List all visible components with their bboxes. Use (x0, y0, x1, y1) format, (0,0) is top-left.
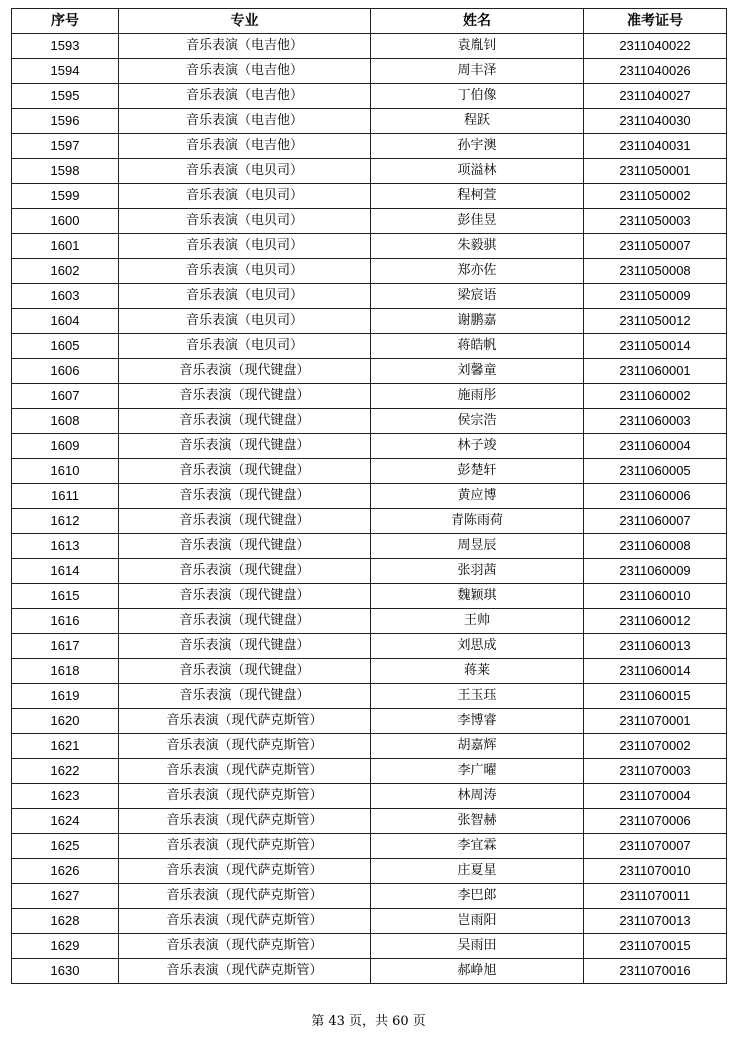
cell-index: 1603 (12, 284, 119, 309)
cell-index: 1607 (12, 384, 119, 409)
cell-exam-number: 2311060006 (584, 484, 727, 509)
cell-index: 1605 (12, 334, 119, 359)
table-row (12, 384, 727, 409)
table-row (12, 584, 727, 609)
table-row (12, 434, 727, 459)
cell-name: 刘馨童 (371, 359, 584, 384)
header-index: 序号 (12, 9, 119, 34)
cell-major: 音乐表演（现代键盘） (119, 684, 371, 709)
cell-major: 音乐表演（现代键盘） (119, 659, 371, 684)
table-row (12, 659, 727, 684)
table-row (12, 759, 727, 784)
cell-name: 项溢林 (371, 159, 584, 184)
table-row (12, 534, 727, 559)
cell-name: 王玉珏 (371, 684, 584, 709)
cell-index: 1602 (12, 259, 119, 284)
cell-major: 音乐表演（现代键盘） (119, 484, 371, 509)
cell-exam-number: 2311060001 (584, 359, 727, 384)
cell-major: 音乐表演（现代键盘） (119, 634, 371, 659)
cell-index: 1629 (12, 934, 119, 959)
cell-name: 周丰泽 (371, 59, 584, 84)
cell-major: 音乐表演（电吉他） (119, 34, 371, 59)
cell-exam-number: 2311070015 (584, 934, 727, 959)
cell-major: 音乐表演（电吉他） (119, 84, 371, 109)
cell-major: 音乐表演（现代萨克斯管） (119, 959, 371, 984)
table-row (12, 909, 727, 934)
cell-exam-number: 2311040031 (584, 134, 727, 159)
cell-exam-number: 2311040027 (584, 84, 727, 109)
cell-index: 1626 (12, 859, 119, 884)
cell-name: 林周涛 (371, 784, 584, 809)
cell-major: 音乐表演（现代萨克斯管） (119, 859, 371, 884)
cell-index: 1625 (12, 834, 119, 859)
cell-major: 音乐表演（电吉他） (119, 134, 371, 159)
cell-exam-number: 2311050003 (584, 209, 727, 234)
cell-exam-number: 2311050002 (584, 184, 727, 209)
cell-index: 1611 (12, 484, 119, 509)
cell-index: 1627 (12, 884, 119, 909)
cell-name: 庄夏星 (371, 859, 584, 884)
cell-exam-number: 2311060005 (584, 459, 727, 484)
table-row (12, 284, 727, 309)
cell-major: 音乐表演（现代键盘） (119, 359, 371, 384)
cell-name: 彭楚轩 (371, 459, 584, 484)
cell-index: 1621 (12, 734, 119, 759)
cell-name: 袁胤钊 (371, 34, 584, 59)
cell-index: 1620 (12, 709, 119, 734)
cell-name: 李宜霖 (371, 834, 584, 859)
roster-table (11, 8, 727, 984)
table-row (12, 509, 727, 534)
cell-index: 1601 (12, 234, 119, 259)
cell-major: 音乐表演（现代萨克斯管） (119, 909, 371, 934)
table-row (12, 784, 727, 809)
cell-name: 彭佳昱 (371, 209, 584, 234)
cell-major: 音乐表演（现代键盘） (119, 409, 371, 434)
table-row (12, 334, 727, 359)
cell-exam-number: 2311060009 (584, 559, 727, 584)
cell-major: 音乐表演（现代键盘） (119, 434, 371, 459)
cell-exam-number: 2311060014 (584, 659, 727, 684)
cell-major: 音乐表演（现代键盘） (119, 384, 371, 409)
cell-major: 音乐表演（现代萨克斯管） (119, 709, 371, 734)
cell-major: 音乐表演（现代萨克斯管） (119, 834, 371, 859)
table-row (12, 609, 727, 634)
cell-major: 音乐表演（电贝司） (119, 259, 371, 284)
table-row (12, 484, 727, 509)
cell-exam-number: 2311070004 (584, 784, 727, 809)
table-row (12, 734, 727, 759)
cell-index: 1619 (12, 684, 119, 709)
cell-index: 1595 (12, 84, 119, 109)
cell-name: 梁宸语 (371, 284, 584, 309)
table-row (12, 409, 727, 434)
cell-name: 程跃 (371, 109, 584, 134)
cell-index: 1599 (12, 184, 119, 209)
cell-name: 谢鹏嘉 (371, 309, 584, 334)
cell-index: 1616 (12, 609, 119, 634)
cell-major: 音乐表演（电贝司） (119, 159, 371, 184)
cell-index: 1604 (12, 309, 119, 334)
cell-major: 音乐表演（现代萨克斯管） (119, 734, 371, 759)
header-major: 专业 (119, 9, 371, 34)
cell-exam-number: 2311050014 (584, 334, 727, 359)
table-header-row (12, 9, 727, 34)
table-row (12, 934, 727, 959)
cell-major: 音乐表演（现代键盘） (119, 509, 371, 534)
cell-name: 侯宗浩 (371, 409, 584, 434)
cell-index: 1624 (12, 809, 119, 834)
cell-index: 1612 (12, 509, 119, 534)
cell-index: 1597 (12, 134, 119, 159)
cell-name: 魏颖琪 (371, 584, 584, 609)
cell-major: 音乐表演（现代萨克斯管） (119, 809, 371, 834)
cell-index: 1614 (12, 559, 119, 584)
cell-major: 音乐表演（现代键盘） (119, 609, 371, 634)
cell-index: 1618 (12, 659, 119, 684)
table-row (12, 309, 727, 334)
cell-name: 胡嘉辉 (371, 734, 584, 759)
cell-name: 程柯萱 (371, 184, 584, 209)
cell-exam-number: 2311070006 (584, 809, 727, 834)
cell-exam-number: 2311050007 (584, 234, 727, 259)
cell-exam-number: 2311040030 (584, 109, 727, 134)
cell-index: 1609 (12, 434, 119, 459)
cell-major: 音乐表演（现代萨克斯管） (119, 759, 371, 784)
cell-exam-number: 2311060004 (584, 434, 727, 459)
cell-major: 音乐表演（现代键盘） (119, 459, 371, 484)
cell-major: 音乐表演（电吉他） (119, 59, 371, 84)
cell-index: 1600 (12, 209, 119, 234)
cell-exam-number: 2311050008 (584, 259, 727, 284)
cell-name: 李博睿 (371, 709, 584, 734)
cell-exam-number: 2311060002 (584, 384, 727, 409)
cell-name: 林子竣 (371, 434, 584, 459)
cell-name: 岂雨阳 (371, 909, 584, 934)
cell-major: 音乐表演（现代萨克斯管） (119, 784, 371, 809)
cell-index: 1598 (12, 159, 119, 184)
cell-major: 音乐表演（现代键盘） (119, 559, 371, 584)
cell-name: 朱毅骐 (371, 234, 584, 259)
table-row (12, 84, 727, 109)
table-row (12, 359, 727, 384)
header-name: 姓名 (371, 9, 584, 34)
cell-major: 音乐表演（电贝司） (119, 334, 371, 359)
cell-name: 郑亦佐 (371, 259, 584, 284)
cell-major: 音乐表演（电贝司） (119, 209, 371, 234)
cell-name: 李广曜 (371, 759, 584, 784)
table-row (12, 559, 727, 584)
cell-exam-number: 2311040026 (584, 59, 727, 84)
cell-index: 1606 (12, 359, 119, 384)
cell-exam-number: 2311050012 (584, 309, 727, 334)
cell-index: 1617 (12, 634, 119, 659)
cell-major: 音乐表演（现代键盘） (119, 534, 371, 559)
cell-index: 1610 (12, 459, 119, 484)
cell-name: 刘思成 (371, 634, 584, 659)
cell-exam-number: 2311060010 (584, 584, 727, 609)
cell-exam-number: 2311060015 (584, 684, 727, 709)
cell-exam-number: 2311070002 (584, 734, 727, 759)
cell-name: 周昱辰 (371, 534, 584, 559)
cell-index: 1593 (12, 34, 119, 59)
cell-name: 王帅 (371, 609, 584, 634)
cell-index: 1622 (12, 759, 119, 784)
cell-name: 施雨彤 (371, 384, 584, 409)
table-row (12, 834, 727, 859)
cell-major: 音乐表演（现代萨克斯管） (119, 934, 371, 959)
table-row (12, 109, 727, 134)
cell-major: 音乐表演（电贝司） (119, 309, 371, 334)
table-row (12, 709, 727, 734)
cell-major: 音乐表演（现代萨克斯管） (119, 884, 371, 909)
cell-index: 1628 (12, 909, 119, 934)
cell-index: 1623 (12, 784, 119, 809)
cell-exam-number: 2311060012 (584, 609, 727, 634)
cell-major: 音乐表演（电贝司） (119, 184, 371, 209)
table-row (12, 34, 727, 59)
cell-name: 孙宇澳 (371, 134, 584, 159)
cell-name: 吴雨田 (371, 934, 584, 959)
table-row (12, 884, 727, 909)
cell-name: 蒋莱 (371, 659, 584, 684)
cell-index: 1596 (12, 109, 119, 134)
cell-index: 1613 (12, 534, 119, 559)
table-body (12, 34, 727, 984)
cell-index: 1594 (12, 59, 119, 84)
table-row (12, 134, 727, 159)
cell-exam-number: 2311070013 (584, 909, 727, 934)
cell-exam-number: 2311060008 (584, 534, 727, 559)
table-row (12, 959, 727, 984)
cell-exam-number: 2311070007 (584, 834, 727, 859)
cell-name: 张智赫 (371, 809, 584, 834)
table-row (12, 184, 727, 209)
cell-exam-number: 2311060013 (584, 634, 727, 659)
cell-exam-number: 2311070010 (584, 859, 727, 884)
cell-index: 1608 (12, 409, 119, 434)
cell-name: 黄应博 (371, 484, 584, 509)
cell-major: 音乐表演（电贝司） (119, 284, 371, 309)
cell-name: 青陈雨荷 (371, 509, 584, 534)
cell-exam-number: 2311040022 (584, 34, 727, 59)
cell-exam-number: 2311050009 (584, 284, 727, 309)
table-row (12, 634, 727, 659)
table-row (12, 209, 727, 234)
cell-name: 李巴郎 (371, 884, 584, 909)
cell-major: 音乐表演（现代键盘） (119, 584, 371, 609)
cell-name: 丁伯像 (371, 84, 584, 109)
table-row (12, 809, 727, 834)
cell-name: 郝峥旭 (371, 959, 584, 984)
cell-exam-number: 2311070003 (584, 759, 727, 784)
cell-index: 1615 (12, 584, 119, 609)
cell-exam-number: 2311070011 (584, 884, 727, 909)
cell-index: 1630 (12, 959, 119, 984)
cell-exam-number: 2311060003 (584, 409, 727, 434)
cell-exam-number: 2311070001 (584, 709, 727, 734)
cell-exam-number: 2311060007 (584, 509, 727, 534)
cell-name: 蒋皓帆 (371, 334, 584, 359)
table-row (12, 234, 727, 259)
table-row (12, 859, 727, 884)
cell-exam-number: 2311050001 (584, 159, 727, 184)
header-exam-number: 准考证号 (584, 9, 727, 34)
page-footer: 第 43 页，共 60 页 (311, 1014, 426, 1029)
table-row (12, 159, 727, 184)
cell-major: 音乐表演（电吉他） (119, 109, 371, 134)
table-row (12, 459, 727, 484)
table-row (12, 259, 727, 284)
table-row (12, 59, 727, 84)
cell-major: 音乐表演（电贝司） (119, 234, 371, 259)
cell-name: 张羽茜 (371, 559, 584, 584)
table-row (12, 684, 727, 709)
cell-exam-number: 2311070016 (584, 959, 727, 984)
